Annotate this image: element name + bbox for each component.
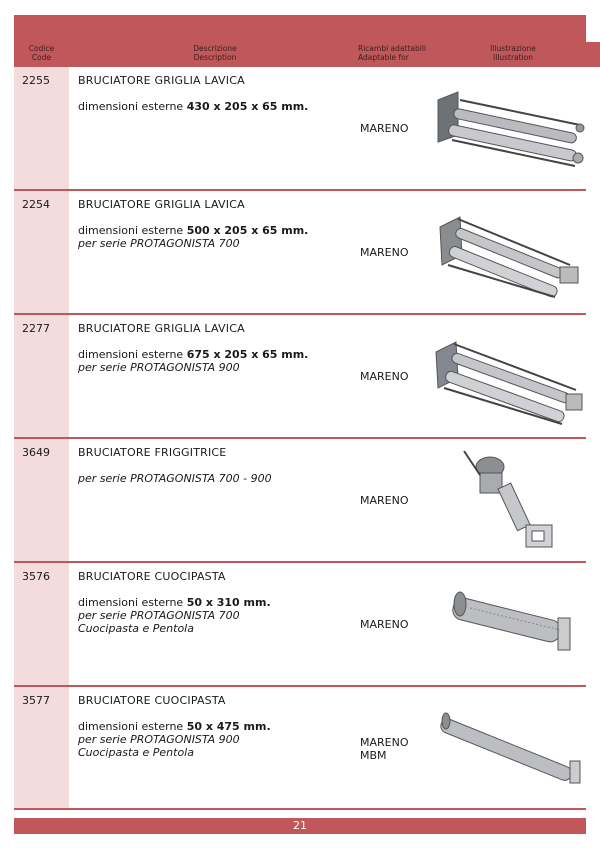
dimension-value: 675 x 205 x 65 mm. bbox=[186, 348, 309, 361]
dimension-label: dimensioni esterne bbox=[78, 720, 187, 733]
lava-grill-burner-image bbox=[430, 205, 590, 305]
dimension-label: dimensioni esterne bbox=[78, 348, 187, 361]
header-desc-en: Description bbox=[193, 53, 237, 62]
usage-note: Cuocipasta e Pentola bbox=[78, 622, 194, 635]
product-description bbox=[78, 348, 348, 374]
brand-name: MARENO bbox=[360, 494, 409, 507]
dimension-label: dimensioni esterne bbox=[78, 100, 187, 113]
row-divider bbox=[14, 561, 586, 563]
dimension-label: dimensioni esterne bbox=[78, 224, 187, 237]
pasta-cooker-burner-image bbox=[430, 580, 590, 680]
header-description bbox=[70, 44, 360, 62]
header-code-en: Code bbox=[31, 53, 52, 62]
adaptable-brands bbox=[360, 494, 409, 507]
product-title: BRUCIATORE GRIGLIA LAVICA bbox=[78, 322, 245, 335]
series-note: per serie PROTAGONISTA 900 bbox=[78, 733, 240, 746]
fryer-burner-image bbox=[430, 445, 590, 557]
product-description bbox=[78, 472, 348, 485]
dimension-value: 50 x 310 mm. bbox=[186, 596, 271, 609]
header-illustration bbox=[458, 44, 568, 62]
pasta-cooker-burner-image bbox=[430, 705, 590, 805]
header-desc-it: Descrizione bbox=[193, 44, 237, 53]
row-divider bbox=[14, 808, 586, 810]
product-code: 3649 bbox=[22, 446, 50, 459]
product-code: 3577 bbox=[22, 694, 50, 707]
adaptable-brands bbox=[360, 370, 409, 383]
header-adapt-en: Adaptable for bbox=[358, 53, 409, 62]
brand-name: MARENO bbox=[360, 122, 409, 135]
product-description bbox=[78, 720, 348, 759]
product-title: BRUCIATORE FRIGGITRICE bbox=[78, 446, 227, 459]
brand-name: MARENO bbox=[360, 370, 409, 383]
series-note: per serie PROTAGONISTA 900 bbox=[78, 361, 240, 374]
product-description bbox=[78, 224, 348, 250]
adaptable-brands bbox=[360, 736, 409, 762]
brand-name: MARENO bbox=[360, 736, 409, 749]
header-adaptable bbox=[358, 44, 468, 62]
usage-note: Cuocipasta e Pentola bbox=[78, 746, 194, 759]
adaptable-brands bbox=[360, 618, 409, 631]
dimension-value: 430 x 205 x 65 mm. bbox=[186, 100, 309, 113]
product-description bbox=[78, 596, 348, 635]
product-description bbox=[78, 100, 348, 113]
product-code: 2255 bbox=[22, 74, 50, 87]
dimension-value: 500 x 205 x 65 mm. bbox=[186, 224, 309, 237]
page-number: 21 bbox=[293, 819, 307, 832]
page-footer bbox=[14, 818, 586, 834]
product-code: 2277 bbox=[22, 322, 50, 335]
header-notch bbox=[586, 42, 600, 67]
dimension-value: 50 x 475 mm. bbox=[186, 720, 271, 733]
header-code-it: Codice bbox=[28, 44, 55, 53]
product-title: BRUCIATORE GRIGLIA LAVICA bbox=[78, 198, 245, 211]
series-note: per serie PROTAGONISTA 700 bbox=[78, 237, 240, 250]
row-divider bbox=[14, 189, 586, 191]
row-divider bbox=[14, 685, 586, 687]
lava-grill-burner-image bbox=[430, 330, 590, 430]
header-code bbox=[14, 44, 69, 62]
row-divider bbox=[14, 313, 586, 315]
adaptable-brands bbox=[360, 122, 409, 135]
brand-name: MARENO bbox=[360, 246, 409, 259]
product-code: 2254 bbox=[22, 198, 50, 211]
brand-name: MBM bbox=[360, 749, 387, 762]
series-note: per serie PROTAGONISTA 700 - 900 bbox=[78, 472, 272, 485]
header-ill-it: Illustrazione bbox=[490, 44, 536, 53]
header-adapt-it: Ricambi adattabili bbox=[358, 44, 426, 53]
product-title: BRUCIATORE CUOCIPASTA bbox=[78, 570, 226, 583]
lava-grill-burner-image bbox=[430, 80, 590, 180]
product-title: BRUCIATORE CUOCIPASTA bbox=[78, 694, 226, 707]
dimension-label: dimensioni esterne bbox=[78, 596, 187, 609]
series-note: per serie PROTAGONISTA 700 bbox=[78, 609, 240, 622]
row-divider bbox=[14, 437, 586, 439]
brand-name: MARENO bbox=[360, 618, 409, 631]
product-code: 3576 bbox=[22, 570, 50, 583]
product-title: BRUCIATORE GRIGLIA LAVICA bbox=[78, 74, 245, 87]
header-ill-en: Illustration bbox=[492, 53, 534, 62]
adaptable-brands bbox=[360, 246, 409, 259]
